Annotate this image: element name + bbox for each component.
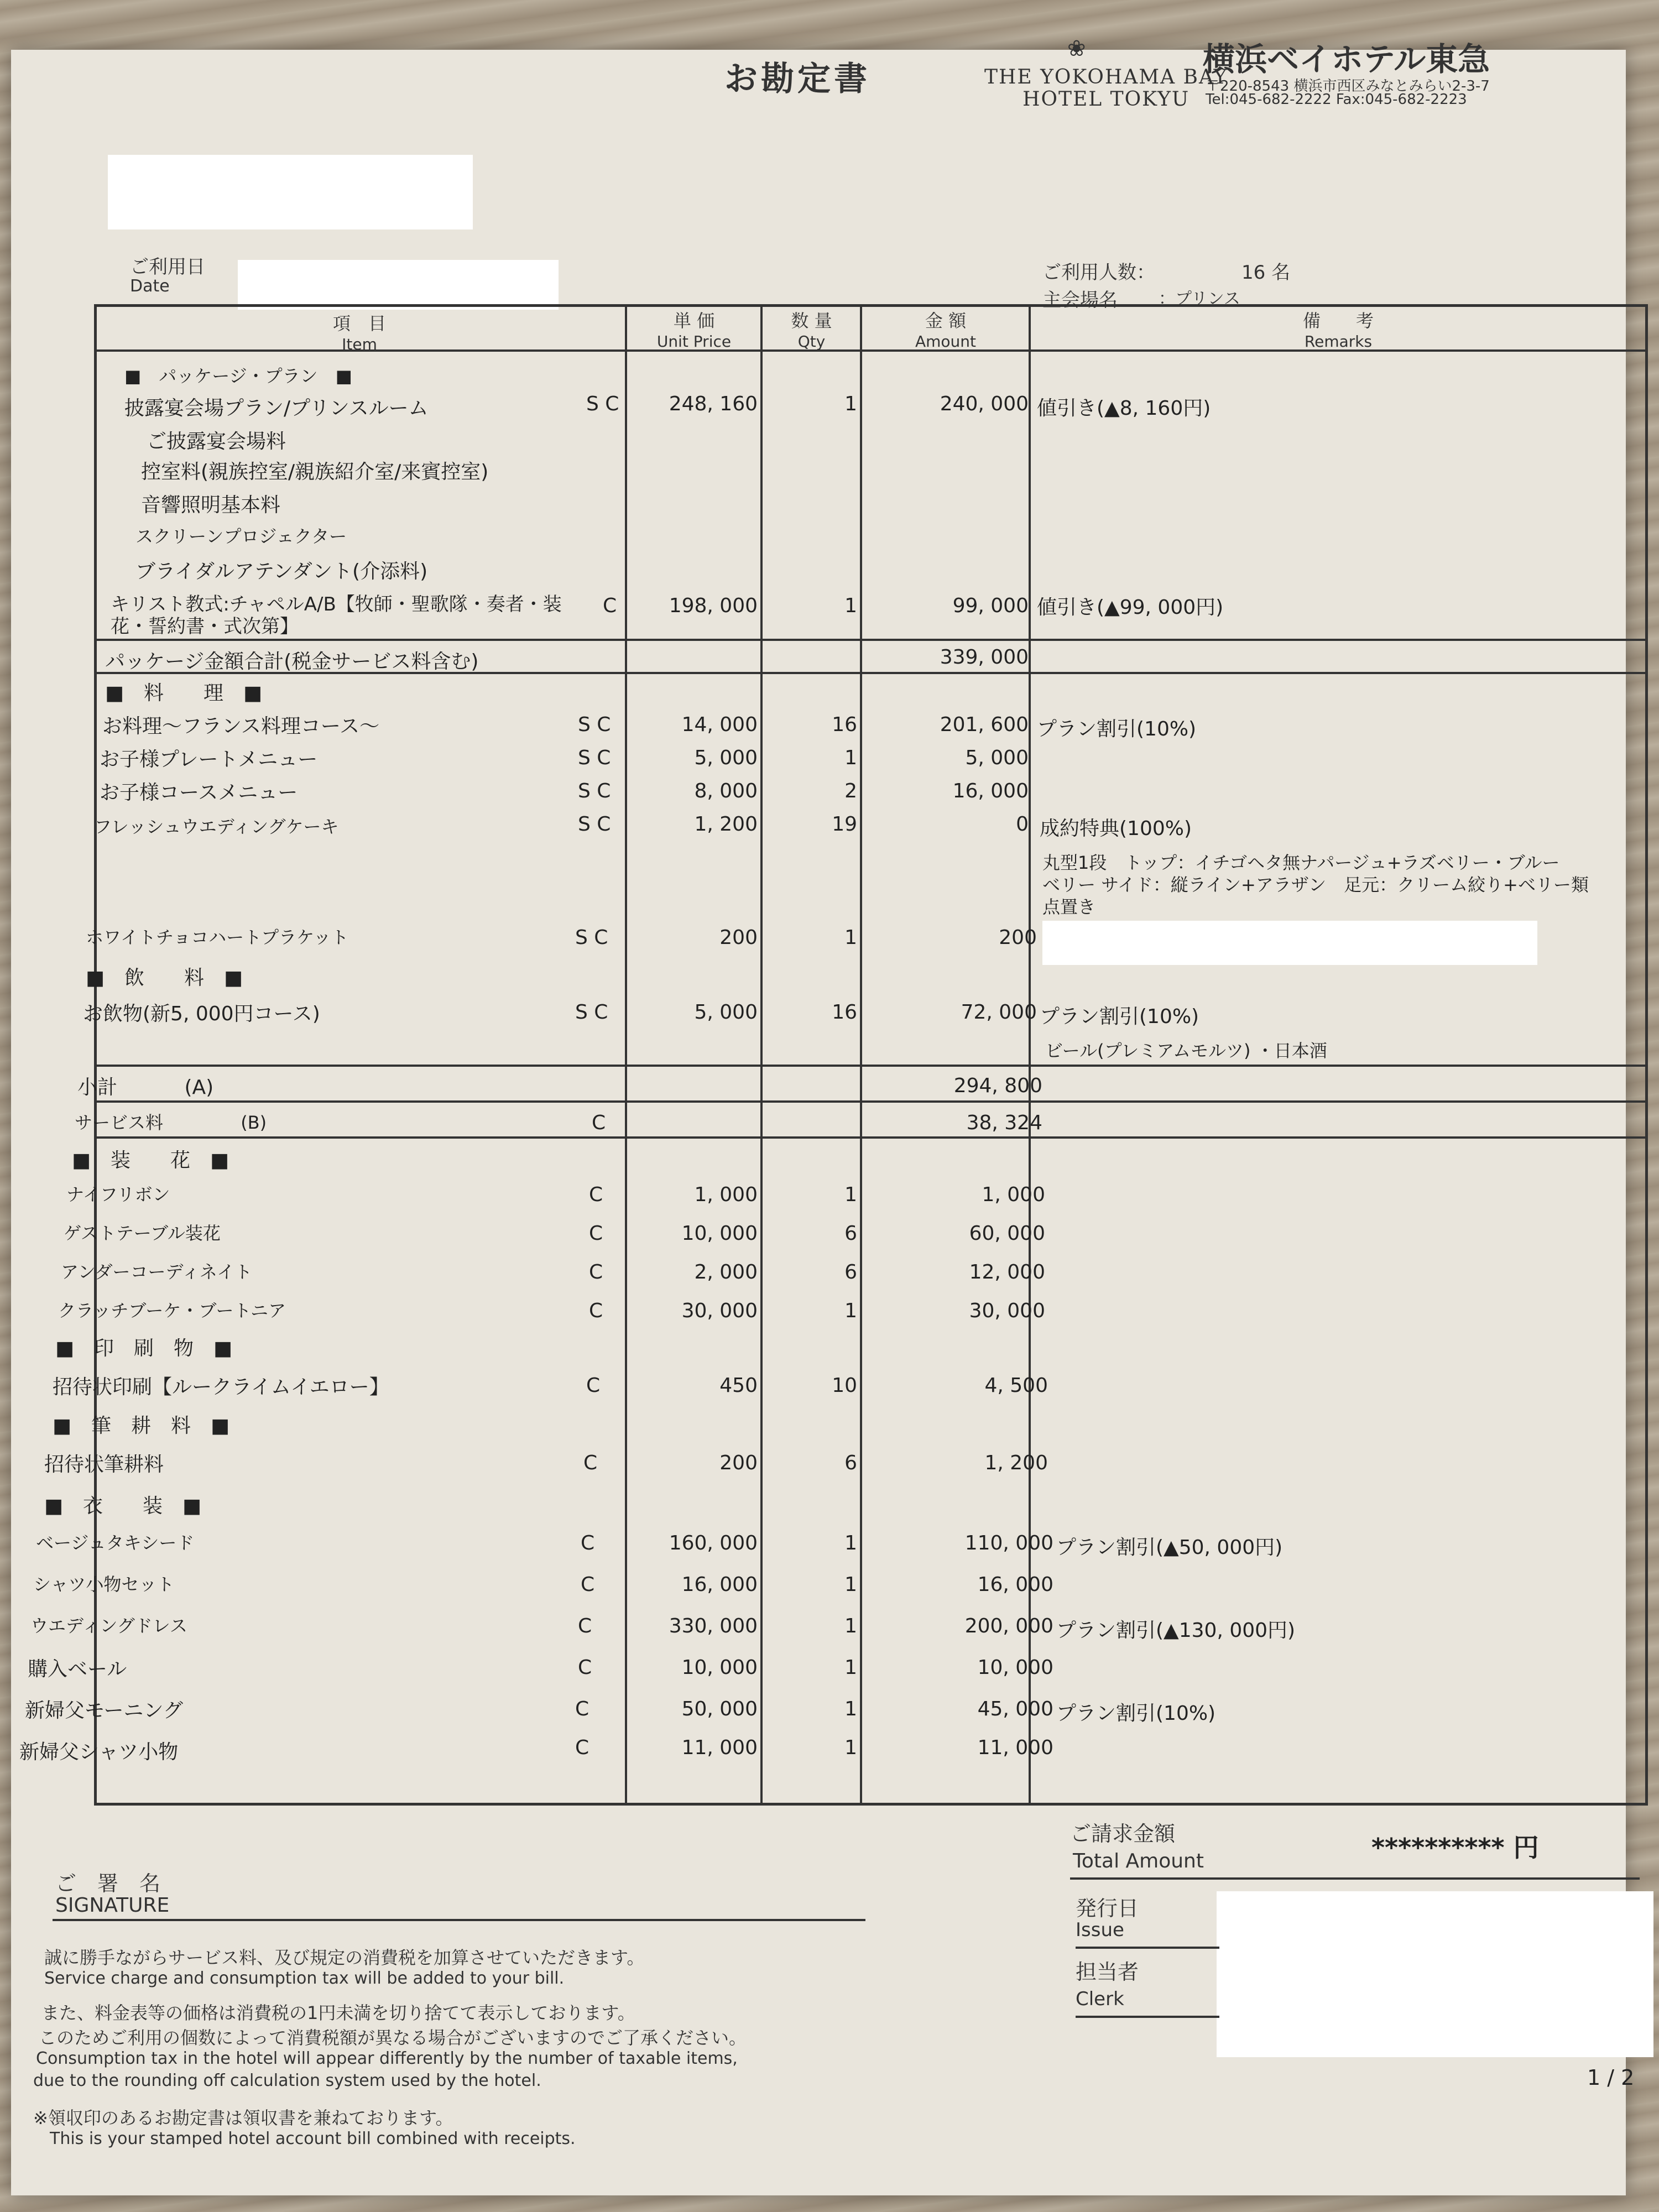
row-code: C: [578, 1615, 592, 1637]
row-code: S C: [578, 813, 611, 836]
row-qty: 1: [844, 594, 857, 617]
row-price: 200: [719, 926, 758, 949]
document-title: お勘定書: [724, 60, 870, 98]
row-item: ホワイトチョコハートプラケット: [86, 927, 349, 948]
row-item: フレッシュウエディングケーキ: [94, 816, 339, 837]
row-remark: プラン割引(▲50, 000円): [1056, 1536, 1283, 1559]
row-remark: プラン割引(10%): [1056, 1702, 1216, 1725]
row-qty: 1: [844, 1698, 857, 1720]
row-qty: 1: [844, 747, 857, 769]
row-code: C: [589, 1261, 603, 1284]
redacted-guest-name: [108, 155, 473, 229]
row-item: クラッチブーケ・ブートニア: [58, 1300, 286, 1321]
row-qty: 1: [844, 926, 857, 949]
row-qty: 10: [832, 1374, 857, 1397]
row-amount: 45, 000: [977, 1698, 1053, 1720]
row-amount: 60, 000: [969, 1222, 1045, 1245]
row-amount: 16, 000: [952, 780, 1029, 802]
row-item: 披露宴会場プラン/プリンスルーム: [124, 397, 429, 420]
col-divider: [760, 304, 763, 1806]
row-code: C: [575, 1698, 589, 1720]
cake-note-line: 丸型1段 トップ：イチゴヘタ無ナパージュ+ラズベリー・ブルー: [1042, 852, 1560, 873]
row-amount: 4, 500: [984, 1374, 1048, 1397]
row-amount: 201, 600: [940, 713, 1029, 736]
col-header-remarks-ja: 備 考: [1302, 310, 1374, 331]
redacted-issue-clerk: [1217, 1891, 1653, 2057]
hotel-logo-line1: THE YOKOHAMA BAY: [984, 66, 1228, 88]
col-header-amount-en: Amount: [915, 332, 977, 351]
row-divider: [94, 1136, 1648, 1139]
row-code: C: [589, 1222, 603, 1245]
guests-label: ご利用人数：: [1042, 262, 1155, 284]
row-item: お子様プレートメニュー: [100, 748, 318, 771]
row-code: C: [603, 594, 617, 617]
row-subitem: 控室料(親族控室/親族紹介室/来賓控室): [141, 461, 489, 483]
total-underline: [1070, 1877, 1640, 1880]
issue-underline: [1076, 1947, 1219, 1949]
section-flower: ■ 装 花 ■: [72, 1149, 229, 1172]
row-price: 1, 000: [694, 1183, 758, 1206]
note-tax-en-1: Consumption tax in the hotel will appear differently by the number of taxable items,: [36, 2049, 738, 2068]
note-tax-ja-1: また、料金表等の価格は消費税の1円未満を切り捨てて表示しております。: [41, 2002, 635, 2023]
row-qty: 1: [844, 1573, 857, 1596]
row-subitem: ブライダルアテンダント(介添料): [135, 560, 428, 583]
row-code: C: [575, 1736, 589, 1759]
issue-label: 発行日: [1076, 1896, 1139, 1921]
guests-value: 16 名: [1241, 262, 1291, 284]
row-price: 2, 000: [694, 1261, 758, 1284]
col-header-item: [94, 310, 625, 353]
row-price: 200: [719, 1452, 758, 1474]
row-code: S C: [578, 713, 611, 736]
row-amount: 0: [1016, 813, 1029, 836]
issue-label-en: Issue: [1076, 1919, 1124, 1941]
row-item: ゲストテーブル装花: [64, 1223, 221, 1244]
row-qty: 1: [844, 1532, 857, 1554]
row-item: 新婦父シャツ小物: [19, 1741, 179, 1764]
row-amount: 200: [999, 926, 1037, 949]
package-total-label: パッケージ金額合計(税金サービス料含む): [105, 650, 479, 673]
row-remark: 値引き(▲99, 000円): [1037, 596, 1224, 619]
signature-line: [53, 1919, 865, 1921]
subtotal-label-text: 小計: [77, 1076, 118, 1099]
row-qty: 1: [844, 393, 857, 415]
row-qty: 6: [844, 1261, 857, 1284]
row-code: C: [592, 1112, 606, 1134]
redacted-date: [238, 260, 559, 310]
row-amount: 1, 000: [982, 1183, 1045, 1206]
row-amount: 12, 000: [969, 1261, 1045, 1284]
venue-label: 主会場名: [1042, 289, 1118, 311]
row-qty: 6: [844, 1222, 857, 1245]
total-label: ご請求金額: [1070, 1822, 1176, 1846]
row-code: S C: [586, 393, 619, 415]
row-subitem: スクリーンプロジェクター: [135, 526, 347, 547]
row-price: 160, 000: [669, 1532, 758, 1554]
hotel-tel-fax: Tel:045-682-2222 Fax:045-682-2223: [1206, 91, 1467, 108]
hotel-address: 〒220-8543 横浜市西区みなとみらい2-3-7: [1206, 78, 1490, 95]
row-item: ウエディングドレス: [30, 1615, 187, 1636]
row-code: C: [581, 1532, 595, 1554]
cake-note-line: 点置き: [1042, 896, 1096, 917]
row-amount: 240, 000: [940, 393, 1029, 415]
row-remark: プラン割引(10%): [1037, 718, 1197, 740]
hotel-name: 横浜ベイホテル東急: [1203, 40, 1490, 78]
date-label-en: Date: [130, 276, 170, 296]
row-amount: 16, 000: [977, 1573, 1053, 1596]
row-code: S C: [578, 747, 611, 769]
col-header-amount-ja: 金 額: [925, 310, 967, 331]
row-amount: 5, 000: [965, 747, 1029, 769]
venue-value: ：プリンス: [1159, 289, 1240, 309]
col-header-price-ja: 単 価: [673, 310, 715, 331]
row-code: S C: [578, 780, 611, 802]
row-item: 招待状筆耕料: [44, 1453, 164, 1476]
note-receipt-ja: ※領収印のあるお勘定書は領収書を兼ねております。: [33, 2107, 453, 2128]
row-code: C: [581, 1573, 595, 1596]
row-code: C: [583, 1452, 598, 1474]
col-header-price-en: Unit Price: [656, 332, 732, 351]
row-item: シャツ小物セット: [33, 1574, 175, 1595]
row-divider: [94, 1065, 1648, 1067]
row-price: 30, 000: [681, 1300, 758, 1322]
service-tag: (B): [241, 1112, 267, 1133]
row-price: 198, 000: [669, 594, 758, 617]
row-amount: 110, 000: [964, 1532, 1053, 1554]
row-remark: 値引き(▲8, 160円): [1037, 397, 1211, 420]
row-qty: 19: [832, 813, 857, 836]
row-remark: プラン割引(10%): [1040, 1005, 1199, 1028]
row-price: 14, 000: [681, 713, 758, 736]
note-service-ja: 誠に勝手ながらサービス料、及び規定の消費税を加算させていただきます。: [44, 1947, 645, 1968]
package-total: 339, 000: [940, 646, 1029, 669]
row-code: C: [589, 1183, 603, 1206]
row-qty: 16: [832, 713, 857, 736]
row-item: 招待状印刷【ルークライムイエロー】: [53, 1376, 389, 1399]
row-price: 16, 000: [681, 1573, 758, 1596]
section-drink: ■ 飲 料 ■: [86, 967, 243, 989]
row-code: C: [586, 1374, 601, 1397]
col-header-price: [628, 307, 760, 351]
row-price: 1, 200: [694, 813, 758, 836]
row-price: 10, 000: [681, 1656, 758, 1679]
row-code: C: [578, 1656, 592, 1679]
page-number: 1 / 2: [1587, 2065, 1635, 2090]
row-price: 330, 000: [669, 1615, 758, 1637]
total-amount: ********** 円: [1371, 1833, 1539, 1863]
drink-note: ビール(プレミアムモルツ) ・日本酒: [1045, 1040, 1327, 1061]
row-amount: 200, 000: [964, 1615, 1053, 1637]
row-qty: 16: [832, 1001, 857, 1024]
row-item: ベージュタキシード: [36, 1532, 195, 1553]
row-price: 8, 000: [694, 780, 758, 802]
row-price: 450: [719, 1374, 758, 1397]
subtotal-value: 294, 800: [953, 1074, 1042, 1097]
row-item: アンダーコーディネイト: [61, 1261, 253, 1282]
row-item: ナイフリボン: [66, 1184, 170, 1205]
row-remark: 成約特典(100%): [1040, 817, 1192, 840]
section-food: ■ 料 理 ■: [105, 682, 263, 705]
service-value: 38, 324: [966, 1112, 1042, 1134]
row-amount: 1, 200: [984, 1452, 1048, 1474]
clerk-label-en: Clerk: [1076, 1988, 1124, 2010]
row-item: 新婦父モーニング: [25, 1699, 183, 1722]
note-tax-en-2: due to the rounding off calculation system used by the hotel.: [33, 2071, 541, 2090]
clerk-underline: [1076, 2016, 1219, 2018]
row-code: S C: [575, 926, 608, 949]
hotel-logo-icon: ❀: [1067, 36, 1086, 61]
row-item: お子様コースメニュー: [100, 781, 298, 804]
row-qty: 6: [844, 1452, 857, 1474]
service-label-text: サービス料: [75, 1112, 164, 1133]
row-code: S C: [575, 1001, 608, 1024]
row-divider: [94, 639, 1648, 641]
hotel-logo-line2: HOTEL TOKYU: [1022, 88, 1190, 111]
row-qty: 1: [844, 1736, 857, 1759]
col-header-qty-en: Qty: [797, 332, 826, 351]
note-receipt-en: This is your stamped hotel account bill combined with receipts.: [50, 2129, 576, 2148]
row-item: キリスト教式:チャペルA/B【牧師・聖歌隊・奏者・装: [111, 593, 562, 615]
row-price: 10, 000: [681, 1222, 758, 1245]
row-price: 5, 000: [694, 1001, 758, 1024]
col-header-remarks: [1031, 307, 1645, 351]
col-divider: [625, 304, 627, 1806]
row-amount: 30, 000: [969, 1300, 1045, 1322]
section-package: ■ パッケージ・プラン ■: [124, 366, 352, 387]
row-item: 購入ベール: [28, 1658, 127, 1681]
col-header-remarks-en: Remarks: [1304, 332, 1373, 351]
signature-label: ご 署 名: [55, 1871, 161, 1896]
section-writing: ■ 筆 耕 料 ■: [53, 1415, 230, 1437]
row-qty: 2: [844, 780, 857, 802]
row-price: 11, 000: [681, 1736, 758, 1759]
signature-label-en: SIGNATURE: [55, 1894, 170, 1917]
row-price: 50, 000: [681, 1698, 758, 1720]
hotel-logo-text: [984, 66, 1228, 111]
row-qty: 1: [844, 1183, 857, 1206]
row-amount: 11, 000: [977, 1736, 1053, 1759]
row-qty: 1: [844, 1615, 857, 1637]
section-print: ■ 印 刷 物 ■: [55, 1337, 233, 1360]
row-item-cont: 花・誓約書・式次第】: [111, 615, 299, 638]
row-item: お料理～フランス料理コース～: [102, 715, 380, 738]
col-divider: [860, 304, 862, 1806]
row-code: C: [589, 1300, 603, 1322]
row-price: 5, 000: [694, 747, 758, 769]
service-label: [75, 1109, 267, 1134]
subtotal-tag: (A): [184, 1076, 214, 1099]
row-subitem: ご披露宴会場料: [147, 430, 286, 453]
note-service-en: Service charge and consumption tax will be added to your bill.: [44, 1969, 565, 1988]
col-header-item-ja: 項 目: [332, 313, 386, 334]
row-subitem: 音響照明基本料: [141, 494, 281, 517]
row-amount: 72, 000: [961, 1001, 1037, 1024]
row-price: 248, 160: [669, 393, 758, 415]
date-label: ご利用日: [130, 256, 205, 278]
col-header-qty: [763, 307, 860, 351]
row-item: お飲物(新5, 000円コース): [83, 1003, 320, 1025]
row-amount: 10, 000: [977, 1656, 1053, 1679]
col-header-amount: [863, 307, 1029, 351]
row-divider: [94, 1100, 1648, 1103]
note-tax-ja-2: このためご利用の個数によって消費税額が異なる場合がございますのでご了承ください。: [39, 2027, 747, 2048]
section-costume: ■ 衣 装 ■: [44, 1495, 202, 1517]
row-amount: 99, 000: [952, 594, 1029, 617]
cake-note-line: ベリー サイド：縦ライン+アラザン 足元：クリーム絞り+ベリー類: [1042, 874, 1589, 895]
row-qty: 1: [844, 1300, 857, 1322]
subtotal-label: [77, 1072, 213, 1100]
col-header-item-en: Item: [342, 335, 377, 353]
row-qty: 1: [844, 1656, 857, 1679]
row-remark: プラン割引(▲130, 000円): [1056, 1619, 1296, 1642]
clerk-label: 担当者: [1076, 1960, 1139, 1984]
col-header-qty-ja: 数 量: [791, 310, 832, 331]
total-label-en: Total Amount: [1073, 1850, 1204, 1872]
